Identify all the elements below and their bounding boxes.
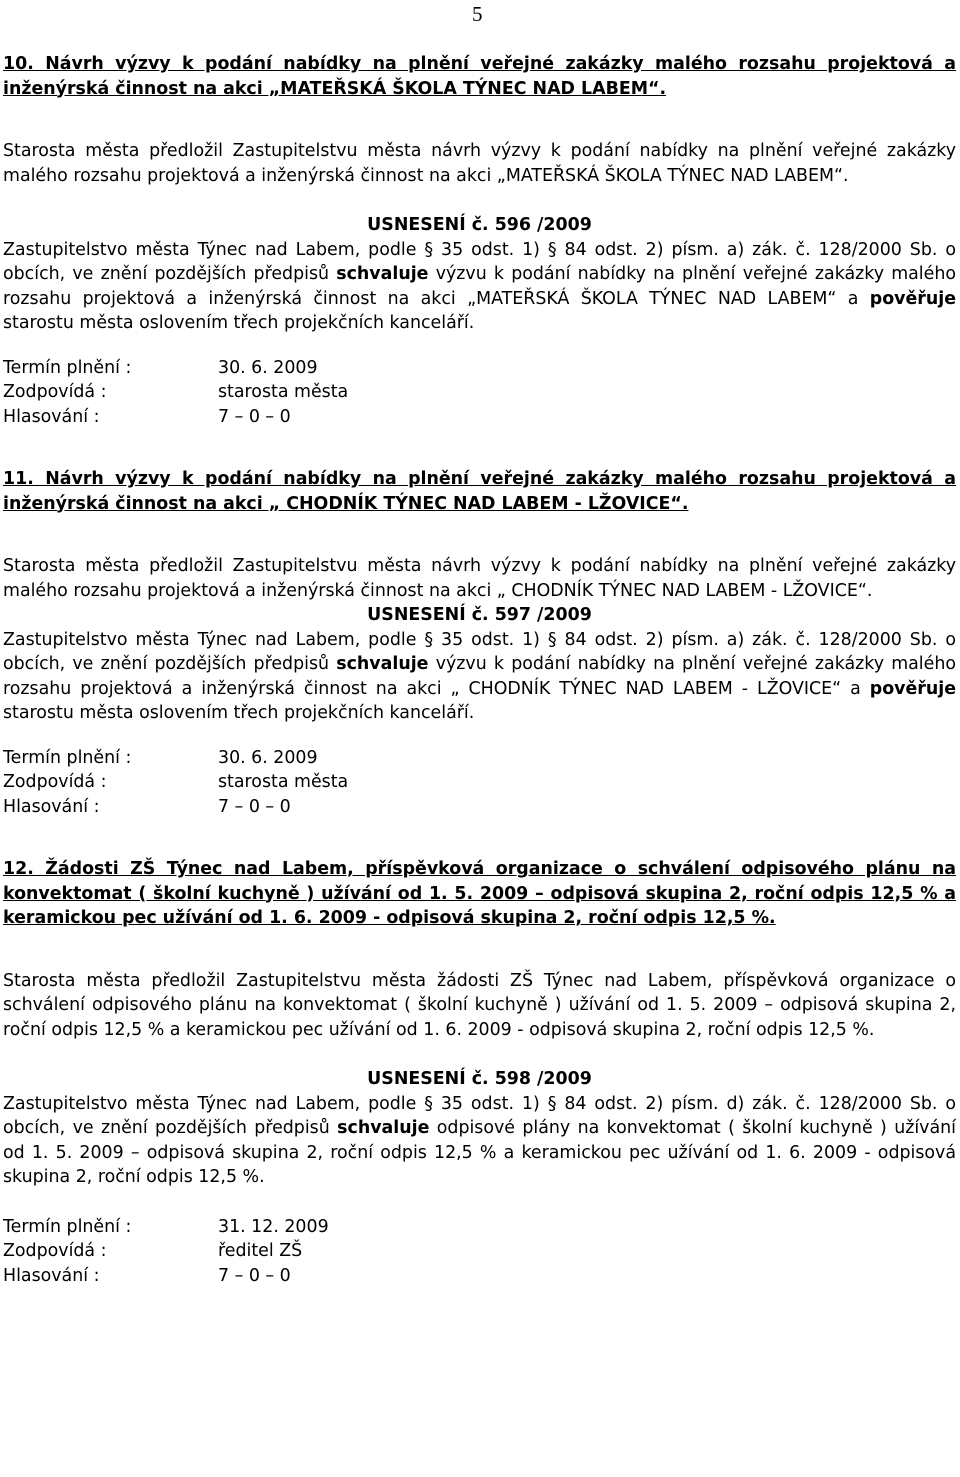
agenda-item-11 xyxy=(3,467,956,819)
resolution-verb-authorizes: pověřuje xyxy=(869,288,956,309)
resolution-verb-authorizes: pověřuje xyxy=(869,678,956,699)
item-heading: 10. Návrh výzvy k podání nabídky na plnění veřejné zakázky malého rozsahu projektová a inženýrská činnost na akci „MATEŘSKÁ ŠKOLA TÝNEC NAD LABEM“. xyxy=(3,54,956,99)
resolution-title: USNESENÍ č. 597 /2009 xyxy=(367,605,592,625)
agenda-item-10 xyxy=(3,52,956,429)
item-intro: Starosta města předložil Zastupitelstvu města návrh výzvy k podání nabídky na plnění veřejné zakázky malého rozsahu projektová a inženýrská činnost na akci „ CHODNÍK TÝNEC NAD LABEM - LŽOVICE“. xyxy=(3,556,956,601)
item-heading: 11. Návrh výzvy k podání nabídky na plnění veřejné zakázky malého rozsahu projektová a inženýrská činnost na akci „ CHODNÍK TÝNEC NAD LABEM - LŽOVICE“. xyxy=(3,469,956,514)
item-intro: Starosta města předložil Zastupitelstvu města žádosti ZŠ Týnec nad Labem, příspěvková organizace o schválení odpisového plánu na konvektomat ( školní kuchyně ) užívání od 1. 5. 2009 – odpisová skupina 2, roční odpis 12,5 % a keramickou pec užívání od 1. 6. 2009 - odpisová skupina 2, roční odpis 12,5 %. xyxy=(3,970,956,1040)
responsible-row: Zodpovídá : starosta města xyxy=(3,382,349,402)
resolution-title: USNESENÍ č. 596 /2009 xyxy=(367,215,592,235)
deadline-row: Termín plnění : 30. 6. 2009 xyxy=(3,747,318,768)
resolution-verb-approves: schvaluje xyxy=(337,1118,430,1138)
deadline-row: Termín plnění : 31. 12. 2009 xyxy=(3,1216,329,1237)
vote-row: Hlasování : 7 – 0 – 0 xyxy=(3,1265,291,1286)
item-intro: Starosta města předložil Zastupitelstvu města návrh výzvy k podání nabídky na plnění veřejné zakázky malého rozsahu projektová a inženýrská činnost na akci „MATEŘSKÁ ŠKOLA TÝNEC NAD LABEM“. xyxy=(3,141,956,186)
agenda-item-12 xyxy=(3,857,956,1288)
resolution-text: Zastupitelstvo města Týnec nad Labem, podle § 35 odst. 1) § 84 odst. 2) písm. a) zák. č. 128/2000 Sb. o obcích, ve znění pozdějších předpisů schvaluje výzvu k podání nabídky na plnění veřejné zakázky malého rozsahu projektová a inženýrská činnost na akci „MATEŘSKÁ ŠKOLA TÝNEC NAD LABEM“ a pověřuje starostu města oslovením třech projekčních kanceláří. xyxy=(3,239,956,333)
minutes-content xyxy=(3,52,956,1288)
resolution-text: Zastupitelstvo města Týnec nad Labem, podle § 35 odst. 1) § 84 odst. 2) písm. d) zák. č. 128/2000 Sb. o obcích, ve znění pozdějších předpisů schvaluje odpisové plány na konvektomat ( školní kuchyně ) užívání od 1. 5. 2009 – odpisová skupina 2, roční odpis 12,5 % a keramickou pec užívání od 1. 6. 2009 - odpisová skupina 2, roční odpis 12,5 %. xyxy=(3,1093,956,1187)
vote-row: Hlasování : 7 – 0 – 0 xyxy=(3,406,291,427)
responsible-row: Zodpovídá : starosta města xyxy=(3,772,349,792)
vote-row: Hlasování : 7 – 0 – 0 xyxy=(3,796,291,817)
responsible-row: Zodpovídá : ředitel ZŠ xyxy=(3,1241,303,1261)
deadline-row: Termín plnění : 30. 6. 2009 xyxy=(3,357,318,378)
resolution-text: Zastupitelstvo města Týnec nad Labem, podle § 35 odst. 1) § 84 odst. 2) písm. a) zák. č. 128/2000 Sb. o obcích, ve znění pozdějších předpisů schvaluje výzvu k podání nabídky na plnění veřejné zakázky malého rozsahu projektová a inženýrská činnost na akci „ CHODNÍK TÝNEC NAD LABEM - LŽOVICE“ a pověřuje starostu města oslovením třech projekčních kanceláří. xyxy=(3,629,956,723)
resolution-title: USNESENÍ č. 598 /2009 xyxy=(367,1069,592,1089)
item-heading: 12. Žádosti ZŠ Týnec nad Labem, příspěvková organizace o schválení odpisového plánu na konvektomat ( školní kuchyně ) užívání od 1. 5. 2009 – odpisová skupina 2, roční odpis 12,5 % a keramickou pec užívání od 1. 6. 2009 - odpisová skupina 2, roční odpis 12,5 %. xyxy=(3,859,956,928)
resolution-verb-approves: schvaluje xyxy=(336,264,429,284)
page-number: 5 xyxy=(472,2,483,26)
resolution-verb-approves: schvaluje xyxy=(336,654,429,674)
